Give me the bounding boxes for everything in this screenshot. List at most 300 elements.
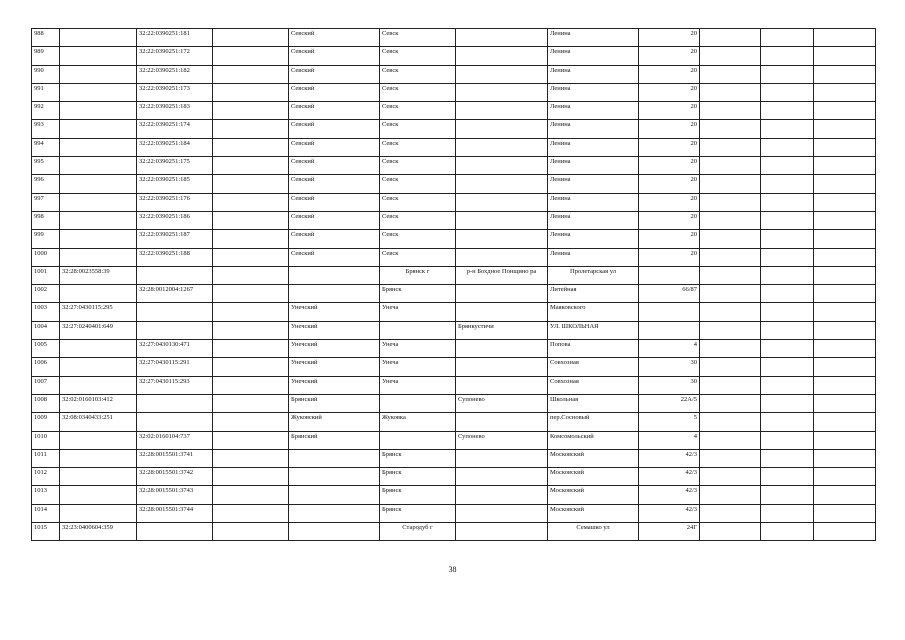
cell-row-index: 997: [32, 193, 60, 211]
cell-district: Севский: [289, 230, 380, 248]
cell-district: [289, 523, 380, 541]
cell-district: [289, 266, 380, 284]
cell-row-index: 998: [32, 211, 60, 229]
cell-blank: [213, 504, 289, 522]
cell-extra-1: [700, 358, 761, 376]
cell-cadastral-number-a: [60, 248, 137, 266]
cell-extra-2: [761, 120, 814, 138]
cell-street: Совхозная: [548, 376, 639, 394]
cell-extra-3: [814, 193, 876, 211]
cell-cadastral-number-a: [60, 504, 137, 522]
cell-district: Брянский: [289, 394, 380, 412]
table-row: [32, 376, 876, 394]
cell-extra-2: [761, 285, 814, 303]
cell-house-number: 42/3: [639, 486, 700, 504]
cell-extra-3: [814, 83, 876, 101]
cell-settlement: Севск: [380, 120, 456, 138]
table-row: [32, 175, 876, 193]
cell-cadastral-number-a: 32:02:0160103:412: [60, 394, 137, 412]
table-row: [32, 431, 876, 449]
cell-cadastral-number-a: 32:23:0400604:359: [60, 523, 137, 541]
cell-cadastral-number-b: 32:22:0390251:186: [137, 211, 213, 229]
cell-house-number: 42/3: [639, 449, 700, 467]
cell-cadastral-number-a: [60, 468, 137, 486]
cell-cadastral-number-b: 32:22:0390251:181: [137, 29, 213, 47]
cell-row-index: 992: [32, 102, 60, 120]
cell-row-index: 1000: [32, 248, 60, 266]
table-row: [32, 29, 876, 47]
cell-extra-2: [761, 340, 814, 358]
cell-locality: Супонево: [456, 431, 548, 449]
cell-extra-1: [700, 175, 761, 193]
cell-street: Попова: [548, 340, 639, 358]
cell-settlement: Севск: [380, 29, 456, 47]
cell-district: Севский: [289, 248, 380, 266]
cell-settlement: Брянск: [380, 468, 456, 486]
cell-extra-2: [761, 486, 814, 504]
cell-locality: [456, 230, 548, 248]
cell-cadastral-number-a: [60, 83, 137, 101]
cell-settlement: Унеча: [380, 358, 456, 376]
cell-street: Комсомольский: [548, 431, 639, 449]
cell-extra-1: [700, 504, 761, 522]
cell-locality: [456, 413, 548, 431]
cell-settlement: Брянск г: [380, 266, 456, 284]
cell-house-number: 30: [639, 358, 700, 376]
cell-blank: [213, 47, 289, 65]
cell-cadastral-number-b: 32:27:0430130:471: [137, 340, 213, 358]
cell-street: Ленина: [548, 120, 639, 138]
cell-cadastral-number-b: 32:22:0390251:187: [137, 230, 213, 248]
cell-house-number: 42/3: [639, 468, 700, 486]
cell-extra-3: [814, 303, 876, 321]
cell-row-index: 1008: [32, 394, 60, 412]
cell-cadastral-number-a: [60, 138, 137, 156]
table-row: [32, 303, 876, 321]
cell-extra-3: [814, 211, 876, 229]
cell-house-number: [639, 321, 700, 339]
table-row: [32, 394, 876, 412]
cell-district: Севский: [289, 83, 380, 101]
cell-street: Школьная: [548, 394, 639, 412]
cell-extra-1: [700, 413, 761, 431]
cell-extra-1: [700, 120, 761, 138]
cell-settlement: Жуковка: [380, 413, 456, 431]
cell-extra-3: [814, 47, 876, 65]
cell-district: Унечский: [289, 321, 380, 339]
table-row: [32, 468, 876, 486]
cell-blank: [213, 285, 289, 303]
cell-extra-3: [814, 102, 876, 120]
cell-extra-3: [814, 523, 876, 541]
cell-locality: [456, 449, 548, 467]
cell-locality: [456, 376, 548, 394]
cell-row-index: 1010: [32, 431, 60, 449]
cell-cadastral-number-b: 32:28:0012004:1267: [137, 285, 213, 303]
cell-house-number: 20: [639, 248, 700, 266]
cell-street: Ленина: [548, 138, 639, 156]
cell-cadastral-number-a: 32:27:0240401:649: [60, 321, 137, 339]
cell-settlement: Севск: [380, 211, 456, 229]
cell-settlement: Брянск: [380, 449, 456, 467]
cell-extra-3: [814, 157, 876, 175]
cell-cadastral-number-a: [60, 175, 137, 193]
cell-extra-1: [700, 321, 761, 339]
cell-extra-1: [700, 157, 761, 175]
cell-extra-2: [761, 211, 814, 229]
cell-row-index: 1012: [32, 468, 60, 486]
cell-extra-3: [814, 449, 876, 467]
cell-extra-1: [700, 248, 761, 266]
cell-district: Севский: [289, 29, 380, 47]
cell-settlement: Севск: [380, 102, 456, 120]
cell-district: Унечский: [289, 358, 380, 376]
table-row: [32, 65, 876, 83]
cell-street: Семашко ул: [548, 523, 639, 541]
cell-row-index: 1007: [32, 376, 60, 394]
cell-house-number: 42/3: [639, 504, 700, 522]
cell-cadastral-number-a: [60, 193, 137, 211]
cell-locality: [456, 83, 548, 101]
cell-locality: [456, 340, 548, 358]
cell-blank: [213, 486, 289, 504]
cell-street: Московский: [548, 449, 639, 467]
cell-extra-2: [761, 230, 814, 248]
cell-blank: [213, 303, 289, 321]
cell-extra-1: [700, 468, 761, 486]
cell-extra-2: [761, 504, 814, 522]
cell-blank: [213, 120, 289, 138]
table-row: [32, 157, 876, 175]
table-row: [32, 486, 876, 504]
cell-extra-2: [761, 431, 814, 449]
cell-cadastral-number-a: 32:27:0430115:295: [60, 303, 137, 321]
cell-extra-2: [761, 175, 814, 193]
cell-locality: [456, 120, 548, 138]
cell-extra-3: [814, 29, 876, 47]
cell-extra-3: [814, 175, 876, 193]
table-row: [32, 358, 876, 376]
table-row: [32, 504, 876, 522]
cell-locality: [456, 211, 548, 229]
cell-house-number: 20: [639, 175, 700, 193]
table-row: [32, 248, 876, 266]
cell-settlement: Севск: [380, 230, 456, 248]
cell-row-index: 1009: [32, 413, 60, 431]
cell-street: Ленина: [548, 65, 639, 83]
cell-locality: [456, 523, 548, 541]
cell-cadastral-number-a: [60, 285, 137, 303]
cell-extra-3: [814, 504, 876, 522]
cell-row-index: 1013: [32, 486, 60, 504]
cell-extra-1: [700, 29, 761, 47]
cell-blank: [213, 413, 289, 431]
cell-blank: [213, 394, 289, 412]
cell-extra-2: [761, 47, 814, 65]
cell-cadastral-number-b: 32:22:0390251:188: [137, 248, 213, 266]
cell-blank: [213, 157, 289, 175]
cell-extra-1: [700, 285, 761, 303]
cell-extra-1: [700, 431, 761, 449]
cell-house-number: 4: [639, 431, 700, 449]
cell-blank: [213, 211, 289, 229]
cell-row-index: 993: [32, 120, 60, 138]
cell-locality: [456, 468, 548, 486]
cell-extra-1: [700, 65, 761, 83]
cell-street: Ленина: [548, 175, 639, 193]
cell-blank: [213, 449, 289, 467]
cell-extra-2: [761, 376, 814, 394]
cell-district: Унечский: [289, 340, 380, 358]
cell-district: Брянский: [289, 431, 380, 449]
cell-cadastral-number-b: 32:22:0390251:176: [137, 193, 213, 211]
cell-district: Севский: [289, 47, 380, 65]
cell-extra-1: [700, 193, 761, 211]
cell-settlement: Севск: [380, 138, 456, 156]
cell-settlement: Брянск: [380, 285, 456, 303]
cell-extra-2: [761, 102, 814, 120]
cell-house-number: 20: [639, 83, 700, 101]
cell-row-index: 994: [32, 138, 60, 156]
cell-cadastral-number-b: [137, 266, 213, 284]
cell-blank: [213, 102, 289, 120]
cell-cadastral-number-b: 32:22:0390251:182: [137, 65, 213, 83]
cell-locality: [456, 102, 548, 120]
cell-house-number: 20: [639, 211, 700, 229]
cell-street: Совхозная: [548, 358, 639, 376]
cell-cadastral-number-b: [137, 413, 213, 431]
cell-district: Севский: [289, 65, 380, 83]
table-row: [32, 102, 876, 120]
cell-row-index: 1006: [32, 358, 60, 376]
cell-extra-2: [761, 358, 814, 376]
cell-blank: [213, 248, 289, 266]
cell-extra-3: [814, 120, 876, 138]
cell-blank: [213, 321, 289, 339]
cell-cadastral-number-a: [60, 65, 137, 83]
cell-street: Ленина: [548, 157, 639, 175]
cell-house-number: 4: [639, 340, 700, 358]
cell-house-number: 20: [639, 120, 700, 138]
cell-cadastral-number-a: [60, 47, 137, 65]
table-body: [32, 29, 876, 541]
cell-locality: [456, 248, 548, 266]
cell-row-index: 991: [32, 83, 60, 101]
cell-house-number: [639, 303, 700, 321]
cell-row-index: 1002: [32, 285, 60, 303]
cell-settlement: Севск: [380, 248, 456, 266]
cell-blank: [213, 83, 289, 101]
cell-district: Севский: [289, 102, 380, 120]
cell-street: УЛ. ШКОЛЬНАЯ: [548, 321, 639, 339]
cell-settlement: [380, 321, 456, 339]
cell-row-index: 1004: [32, 321, 60, 339]
cell-settlement: Унеча: [380, 340, 456, 358]
cell-row-index: 1001: [32, 266, 60, 284]
cell-district: [289, 486, 380, 504]
cell-extra-3: [814, 340, 876, 358]
cell-blank: [213, 431, 289, 449]
cell-extra-3: [814, 266, 876, 284]
cell-cadastral-number-a: [60, 157, 137, 175]
cell-row-index: 1014: [32, 504, 60, 522]
cell-house-number: 22А/5: [639, 394, 700, 412]
cell-district: Жуковский: [289, 413, 380, 431]
cell-house-number: 20: [639, 65, 700, 83]
cell-row-index: 989: [32, 47, 60, 65]
cell-house-number: 20: [639, 29, 700, 47]
cell-settlement: Севск: [380, 157, 456, 175]
cell-cadastral-number-b: 32:28:0015501:3743: [137, 486, 213, 504]
cell-locality: Брянкустичи: [456, 321, 548, 339]
cell-street: Ленина: [548, 83, 639, 101]
cell-cadastral-number-a: [60, 449, 137, 467]
cell-settlement: Севск: [380, 65, 456, 83]
cell-district: [289, 468, 380, 486]
cell-blank: [213, 175, 289, 193]
cell-extra-3: [814, 413, 876, 431]
cell-extra-2: [761, 29, 814, 47]
cell-house-number: 20: [639, 157, 700, 175]
cell-street: Ленина: [548, 193, 639, 211]
cell-extra-2: [761, 394, 814, 412]
cell-extra-1: [700, 230, 761, 248]
cell-street: Маяковского: [548, 303, 639, 321]
cell-house-number: 66/87: [639, 285, 700, 303]
cell-extra-1: [700, 303, 761, 321]
cell-extra-1: [700, 211, 761, 229]
cell-extra-3: [814, 65, 876, 83]
cell-cadastral-number-b: 32:22:0390251:184: [137, 138, 213, 156]
cell-extra-2: [761, 303, 814, 321]
cell-row-index: 990: [32, 65, 60, 83]
cell-cadastral-number-b: 32:02:0160104:737: [137, 431, 213, 449]
cell-cadastral-number-b: [137, 321, 213, 339]
cell-district: Севский: [289, 138, 380, 156]
table-row: [32, 449, 876, 467]
cell-cadastral-number-b: 32:28:0015501:3741: [137, 449, 213, 467]
page-number: 38: [448, 565, 457, 574]
cell-extra-2: [761, 193, 814, 211]
cell-district: Унечский: [289, 303, 380, 321]
table-row: [32, 285, 876, 303]
cell-extra-1: [700, 523, 761, 541]
cell-cadastral-number-a: [60, 486, 137, 504]
cell-cadastral-number-a: 32:08:0340433:251: [60, 413, 137, 431]
cell-row-index: 1011: [32, 449, 60, 467]
cell-settlement: Севск: [380, 47, 456, 65]
cell-row-index: 988: [32, 29, 60, 47]
cell-extra-3: [814, 285, 876, 303]
cell-district: Унечский: [289, 376, 380, 394]
cell-cadastral-number-a: [60, 358, 137, 376]
cell-cadastral-number-a: [60, 211, 137, 229]
cell-locality: Супонево: [456, 394, 548, 412]
cell-row-index: 1015: [32, 523, 60, 541]
cell-extra-2: [761, 413, 814, 431]
cell-cadastral-number-a: [60, 120, 137, 138]
cell-settlement: [380, 431, 456, 449]
cell-street: Московский: [548, 468, 639, 486]
cell-blank: [213, 230, 289, 248]
cell-extra-1: [700, 83, 761, 101]
table-row: [32, 523, 876, 541]
cell-extra-3: [814, 138, 876, 156]
cell-cadastral-number-a: [60, 230, 137, 248]
cell-settlement: Брянск: [380, 504, 456, 522]
data-table: [31, 28, 876, 541]
cell-cadastral-number-b: 32:28:0015501:3742: [137, 468, 213, 486]
table-row: [32, 47, 876, 65]
cell-extra-3: [814, 394, 876, 412]
cell-extra-2: [761, 266, 814, 284]
cell-extra-1: [700, 486, 761, 504]
cell-district: Севский: [289, 120, 380, 138]
cell-street: Ленина: [548, 211, 639, 229]
cell-extra-1: [700, 47, 761, 65]
cell-house-number: [639, 266, 700, 284]
table-row: [32, 321, 876, 339]
cell-extra-2: [761, 65, 814, 83]
cell-district: Севский: [289, 193, 380, 211]
cell-cadastral-number-b: 32:28:0015501:3744: [137, 504, 213, 522]
cell-extra-1: [700, 340, 761, 358]
cell-extra-3: [814, 230, 876, 248]
cell-locality: р-н Бохдное Понщино ра: [456, 266, 548, 284]
cell-locality: [456, 157, 548, 175]
cell-cadastral-number-a: [60, 376, 137, 394]
cell-house-number: 20: [639, 138, 700, 156]
cell-settlement: Севск: [380, 193, 456, 211]
cell-extra-3: [814, 248, 876, 266]
cell-cadastral-number-b: 32:22:0390251:185: [137, 175, 213, 193]
cell-cadastral-number-b: [137, 303, 213, 321]
cell-blank: [213, 468, 289, 486]
cell-cadastral-number-b: 32:22:0390251:183: [137, 102, 213, 120]
cell-street: Ленина: [548, 29, 639, 47]
cell-cadastral-number-a: [60, 102, 137, 120]
cell-extra-1: [700, 138, 761, 156]
cell-row-index: 996: [32, 175, 60, 193]
cell-row-index: 995: [32, 157, 60, 175]
cell-cadastral-number-b: [137, 394, 213, 412]
cell-locality: [456, 504, 548, 522]
cell-cadastral-number-a: [60, 431, 137, 449]
cell-extra-2: [761, 523, 814, 541]
cell-district: Севский: [289, 175, 380, 193]
cell-street: Московский: [548, 486, 639, 504]
table-row: [32, 413, 876, 431]
cell-district: [289, 285, 380, 303]
table-row: [32, 83, 876, 101]
cell-extra-3: [814, 376, 876, 394]
cell-extra-2: [761, 83, 814, 101]
cell-locality: [456, 29, 548, 47]
cell-cadastral-number-a: [60, 29, 137, 47]
cell-extra-3: [814, 431, 876, 449]
cell-cadastral-number-b: 32:22:0390251:175: [137, 157, 213, 175]
cell-cadastral-number-b: 32:22:0390251:172: [137, 47, 213, 65]
cell-extra-2: [761, 157, 814, 175]
cell-locality: [456, 47, 548, 65]
cell-district: Севский: [289, 211, 380, 229]
cell-settlement: Унеча: [380, 376, 456, 394]
cell-blank: [213, 358, 289, 376]
cell-extra-3: [814, 486, 876, 504]
table-row: [32, 340, 876, 358]
cell-blank: [213, 266, 289, 284]
cell-extra-2: [761, 138, 814, 156]
